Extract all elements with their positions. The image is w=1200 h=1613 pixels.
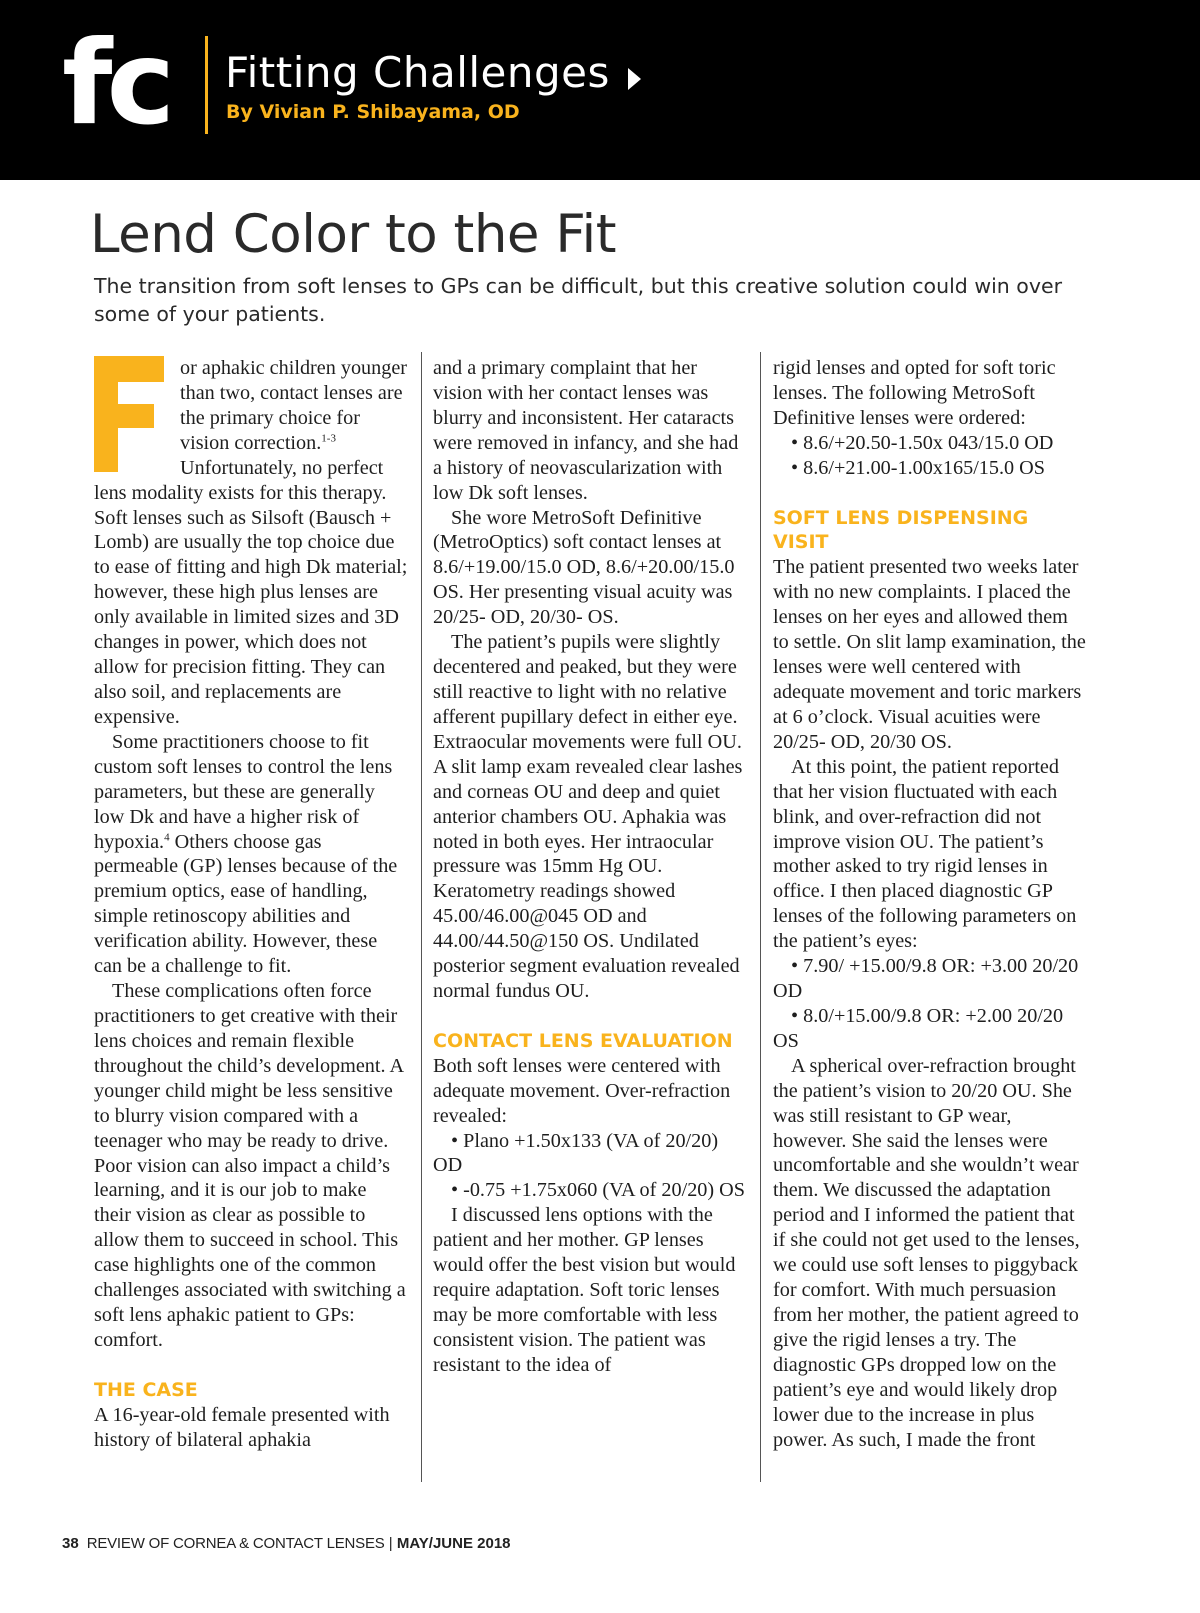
section-heading-contact-lens-evaluation: CONTACT LENS EVALUATION — [433, 1029, 733, 1052]
page-number: 38 — [62, 1535, 79, 1552]
bullet-item: • 7.90/ +15.00/9.8 OR: +3.00 20/20 OD — [773, 955, 1079, 1003]
byline: By Vivian P. Shibayama, OD — [226, 101, 520, 123]
spacer — [433, 1004, 747, 1029]
article-title: Lend Color to the Fit — [90, 204, 617, 265]
magazine-name: REVIEW OF CORNEA & CONTACT LENSES — [86, 1535, 385, 1552]
drop-cap — [94, 356, 180, 480]
paragraph: I discussed lens options with the patient and her mother. GP lenses would offer the best vision but would require adaptation. Soft toric lenses may be more comfortable with less consistent vision. The patient was resistant to the idea of — [433, 1204, 736, 1376]
reference-mark: 1-3 — [321, 432, 336, 445]
paragraph: Both soft lenses were centered with adequate movement. Over-refraction revealed: — [433, 1054, 731, 1127]
column-3 — [773, 356, 1087, 1453]
paragraph: She wore MetroSoft Definitive (MetroOptics) soft contact lenses at 8.6/+19.00/15.0 OD, 8.6/+20.00/15.0 OS. Her presenting visual acuity was 20/25- OD, 20/30- OS. — [433, 506, 735, 629]
department-logo: fc — [62, 16, 170, 151]
text-run: Some practitioners choose to fit custom soft lenses to control the lens parameters, but these are generally low Dk and have a higher risk of hypoxia. — [94, 730, 393, 853]
bullet-item: • Plano +1.50x133 (VA of 20/20) OD — [433, 1129, 719, 1177]
text-run: Unfortunately, no perfect lens modality exists for this therapy. Soft lenses such as Silsoft (Bausch + Lomb) are usually the top choice due to ease of fitting and high Dk material; however, these high plus lenses are only available in limited sizes and 3D changes in power, which does not allow for precision fitting. They can also soil, and replacements are expensive. — [94, 456, 408, 728]
triangle-right-icon — [628, 68, 641, 90]
article-deck: The transition from soft lenses to GPs can be difficult, but this creative solution could win over some of your patients. — [94, 274, 1063, 326]
section-heading-soft-lens-dispensing-visit: SOFT LENS DISPENSING VISIT — [773, 506, 1029, 554]
bullet-item: • 8.0/+15.00/9.8 OR: +2.00 20/20 OS — [773, 1004, 1064, 1052]
spacer — [773, 481, 1087, 506]
section-heading-the-case: THE CASE — [94, 1378, 198, 1401]
logo-divider — [205, 36, 208, 134]
bullet-item: • -0.75 +1.75x060 (VA of 20/20) OS — [451, 1179, 745, 1202]
paragraph: rigid lenses and opted for soft toric lenses. The following MetroSoft Definitive lenses were ordered: — [773, 357, 1056, 429]
column-1 — [94, 356, 408, 1453]
paragraph — [94, 730, 408, 979]
drop-cap-letter — [94, 356, 174, 474]
paragraph: The patient’s pupils were slightly decentered and peaked, but they were still reactive to light with no relative afferent pupillary defect in either eye. Extraocular movements were full OU. A slit lamp exam revealed clear lashes and corneas OU and deep and quiet anterior chambers OU. Aphakia was noted in both eyes. Her intraocular pressure was 15mm Hg OU. Keratometry readings showed 45.00/46.00@045 OD and 44.00/44.50@150 OS. Undilated posterior segment evaluation revealed normal fundus OU. — [433, 631, 743, 1003]
bullet-item: • 8.6/+21.00-1.00x165/15.0 OS — [791, 456, 1045, 479]
paragraph: and a primary complaint that her vision with her contact lenses was blurry and inconsistent. Her cataracts were removed in infancy, and she had a history of neovascularization with low Dk soft lenses. — [433, 357, 739, 504]
page-footer — [62, 1534, 511, 1554]
paragraph: A 16-year-old female presented with history of bilateral aphakia — [94, 1403, 390, 1451]
column-2 — [433, 356, 747, 1378]
spacer — [94, 1353, 408, 1378]
bullet-item: • 8.6/+20.50-1.50x 043/15.0 OD — [791, 431, 1054, 454]
paragraph: A spherical over-refraction brought the patient’s vision to 20/20 OU. She was still resistant to GP wear, however. She said the lenses were uncomfortable and she wouldn’t wear them. We discussed the adaptation period and I informed the patient that if she could not get used to the lenses, we could use soft lenses to piggyback for comfort. With much persuasion from her mother, the patient agreed to give the rigid lenses a try. The diagnostic GPs dropped low on the patient’s eye and would likely drop lower due to the increase in plus power. As such, I made the front — [773, 1054, 1080, 1451]
department-title: Fitting Challenges — [225, 48, 610, 97]
column-divider — [421, 352, 422, 1482]
text-run: Others choose gas permeable (GP) lenses because of the premium optics, ease of handling, simple retinoscopy abilities and verification ability. However, these can be a challenge to fit. — [94, 830, 398, 978]
text-run: or aphakic children younger than two, contact lenses are the primary choice for vision correction. — [180, 357, 408, 454]
column-divider — [760, 352, 761, 1482]
reference-mark: 4 — [164, 830, 170, 843]
paragraph: These complications often force practitioners to get creative with their lens choices and remain flexible throughout the child’s development. A younger child might be less sensitive to blurry vision compared with a teenager who may be ready to drive. Poor vision can also impact a child’s learning, and it is our job to make their vision as clear as possible to allow them to succeed in school. This case highlights one of the common challenges associated with switching a soft lens aphakic patient to GPs: comfort. — [94, 980, 406, 1351]
footer-separator: | — [388, 1535, 393, 1552]
issue-date: MAY/JUNE 2018 — [396, 1535, 511, 1552]
paragraph: The patient presented two weeks later with no new complaints. I placed the lenses on her eyes and allowed them to settle. On slit lamp examination, the lenses were well centered with adequate movement and toric markers at 6 o’clock. Visual acuities were 20/25- OD, 20/30 OS. — [773, 556, 1086, 753]
paragraph: At this point, the patient reported that her vision fluctuated with each blink, and over-refraction did not improve vision OU. The patient’s mother asked to try rigid lenses in office. I then placed diagnostic GP lenses of the following parameters on the patient’s eyes: — [773, 755, 1077, 953]
header-banner — [0, 0, 1200, 180]
